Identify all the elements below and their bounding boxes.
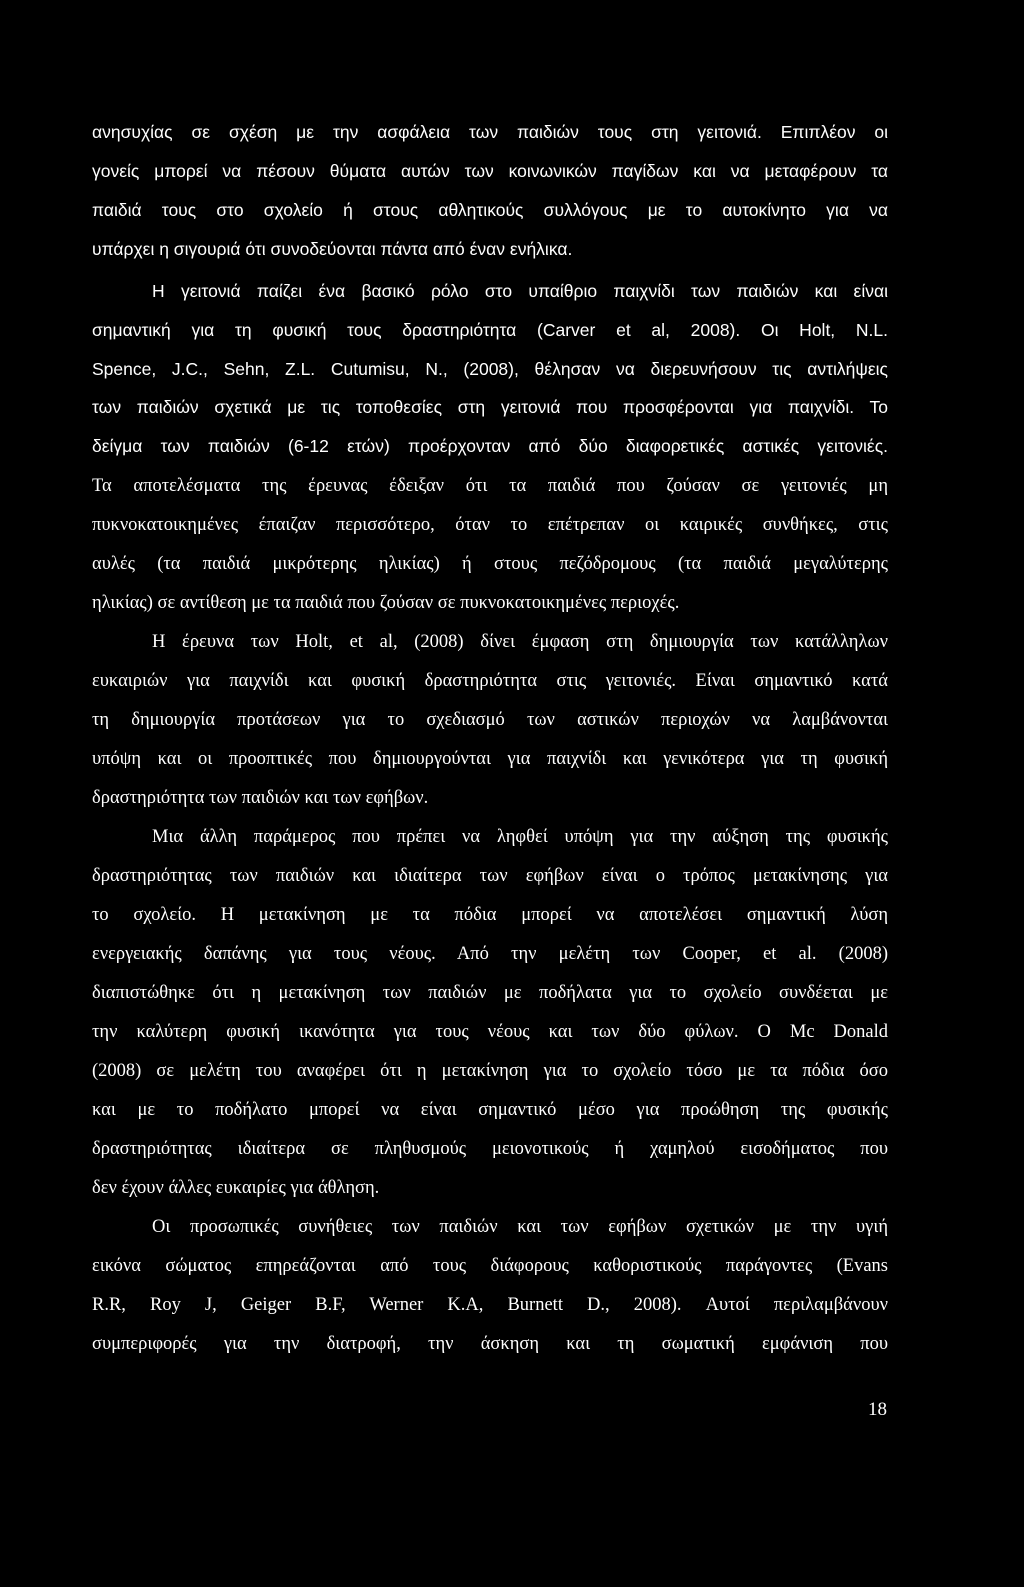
text-line: Η έρευνα των Holt, et al, (2008) δίνει έμφαση στη δημιουργία των κατάλληλων — [152, 632, 888, 652]
text-line: το σχολείο. Η μετακίνηση με τα πόδια μπορεί να αποτελέσει σημαντική λύση — [92, 905, 888, 925]
text-line: γονείς μπορεί να πέσουν θύματα αυτών των κοινωνικών παγίδων και να μεταφέρουν τα — [92, 161, 888, 181]
text-line: ανησυχίας σε σχέση με την ασφάλεια των παιδιών τους στη γειτονιά. Επιπλέον οι — [92, 122, 888, 142]
text-line: και με το ποδήλατο μπορεί να είναι σημαντικό μέσο για προώθηση της φυσικής — [92, 1100, 888, 1120]
text-line: συμπεριφορές για την διατροφή, την άσκηση και τη σωματική εμφάνιση που — [92, 1334, 888, 1354]
page-number: 18 — [868, 1399, 887, 1420]
text-line: (2008) σε μελέτη του αναφέρει ότι η μετακίνηση για το σχολείο τόσο με τα πόδια όσο — [92, 1061, 888, 1081]
text-line: δραστηριότητας ιδιαίτερα σε πληθυσμούς μειονοτικούς ή χαμηλού εισοδήματος που — [92, 1139, 888, 1159]
text-line: Οι προσωπικές συνήθειες των παιδιών και των εφήβων σχετικών με την υγιή — [152, 1217, 888, 1237]
text-line: ενεργειακής δαπάνης για τους νέους. Από την μελέτη των Cooper, et al. (2008) — [92, 944, 888, 964]
text-line: δραστηριότητα των παιδιών και των εφήβων. — [92, 788, 429, 808]
text-line: την καλύτερη φυσική ικανότητα για τους νέους και των δύο φύλων. Ο Mc Donald — [92, 1022, 888, 1042]
text-line: υπάρχει η σιγουριά ότι συνοδεύονται πάντα από έναν ενήλικα. — [92, 239, 573, 259]
document-page — [92, 112, 892, 1472]
text-line: σημαντική για τη φυσική τους δραστηριότητα (Carver et al, 2008). Οι Holt, N.L. — [92, 320, 888, 340]
text-line: αυλές (τα παιδιά μικρότερης ηλικίας) ή στους πεζόδρομους (τα παιδιά μεγαλύτερης — [92, 554, 888, 574]
text-line: ευκαιριών για παιχνίδι και φυσική δραστηριότητα στις γειτονιές. Είναι σημαντικό κατά — [92, 671, 888, 691]
text-line: δεν έχουν άλλες ευκαιρίες για άθληση. — [92, 1178, 380, 1198]
text-line: Τα αποτελέσματα της έρευνας έδειξαν ότι τα παιδιά που ζούσαν σε γειτονιές μη — [92, 476, 888, 496]
text-line: Spence, J.C., Sehn, Z.L. Cutumisu, N., (2008), θέλησαν να διερευνήσουν τις αντιλήψεις — [92, 359, 888, 379]
text-line: δείγμα των παιδιών (6-12 ετών) προέρχονταν από δύο διαφορετικές αστικές γειτονιές. — [92, 436, 888, 456]
text-line: παιδιά τους στο σχολείο ή στους αθλητικούς συλλόγους με το αυτοκίνητο για να — [92, 200, 888, 220]
text-line: R.R, Roy J, Geiger B.F, Werner K.A, Burnett D., 2008). Αυτοί περιλαμβάνουν — [92, 1295, 888, 1315]
text-line: διαπιστώθηκε ότι η μετακίνηση των παιδιών με ποδήλατα για το σχολείο συνδέεται με — [92, 983, 888, 1003]
text-line: Μια άλλη παράμερος που πρέπει να ληφθεί υπόψη για την αύξηση της φυσικής — [152, 827, 888, 847]
text-line: ηλικίας) σε αντίθεση με τα παιδιά που ζούσαν σε πυκνοκατοικημένες περιοχές. — [92, 593, 680, 613]
text-line: Η γειτονιά παίζει ένα βασικό ρόλο στο υπαίθριο παιχνίδι των παιδιών και είναι — [152, 281, 888, 301]
text-line: των παιδιών σχετικά με τις τοποθεσίες στη γειτονιά που προσφέρονται για παιχνίδι. Το — [92, 397, 888, 417]
text-line: τη δημιουργία προτάσεων για το σχεδιασμό των αστικών περιοχών να λαμβάνονται — [92, 710, 888, 730]
text-line: πυκνοκατοικημένες έπαιζαν περισσότερο, όταν το επέτρεπαν οι καιρικές συνθήκες, στις — [92, 515, 888, 535]
text-line: εικόνα σώματος επηρεάζονται από τους διάφορους καθοριστικούς παράγοντες (Evans — [92, 1256, 888, 1276]
text-line: υπόψη και οι προοπτικές που δημιουργούνται για παιχνίδι και γενικότερα για τη φυσική — [92, 749, 888, 769]
text-line: δραστηριότητας των παιδιών και ιδιαίτερα των εφήβων είναι ο τρόπος μετακίνησης για — [92, 866, 888, 886]
